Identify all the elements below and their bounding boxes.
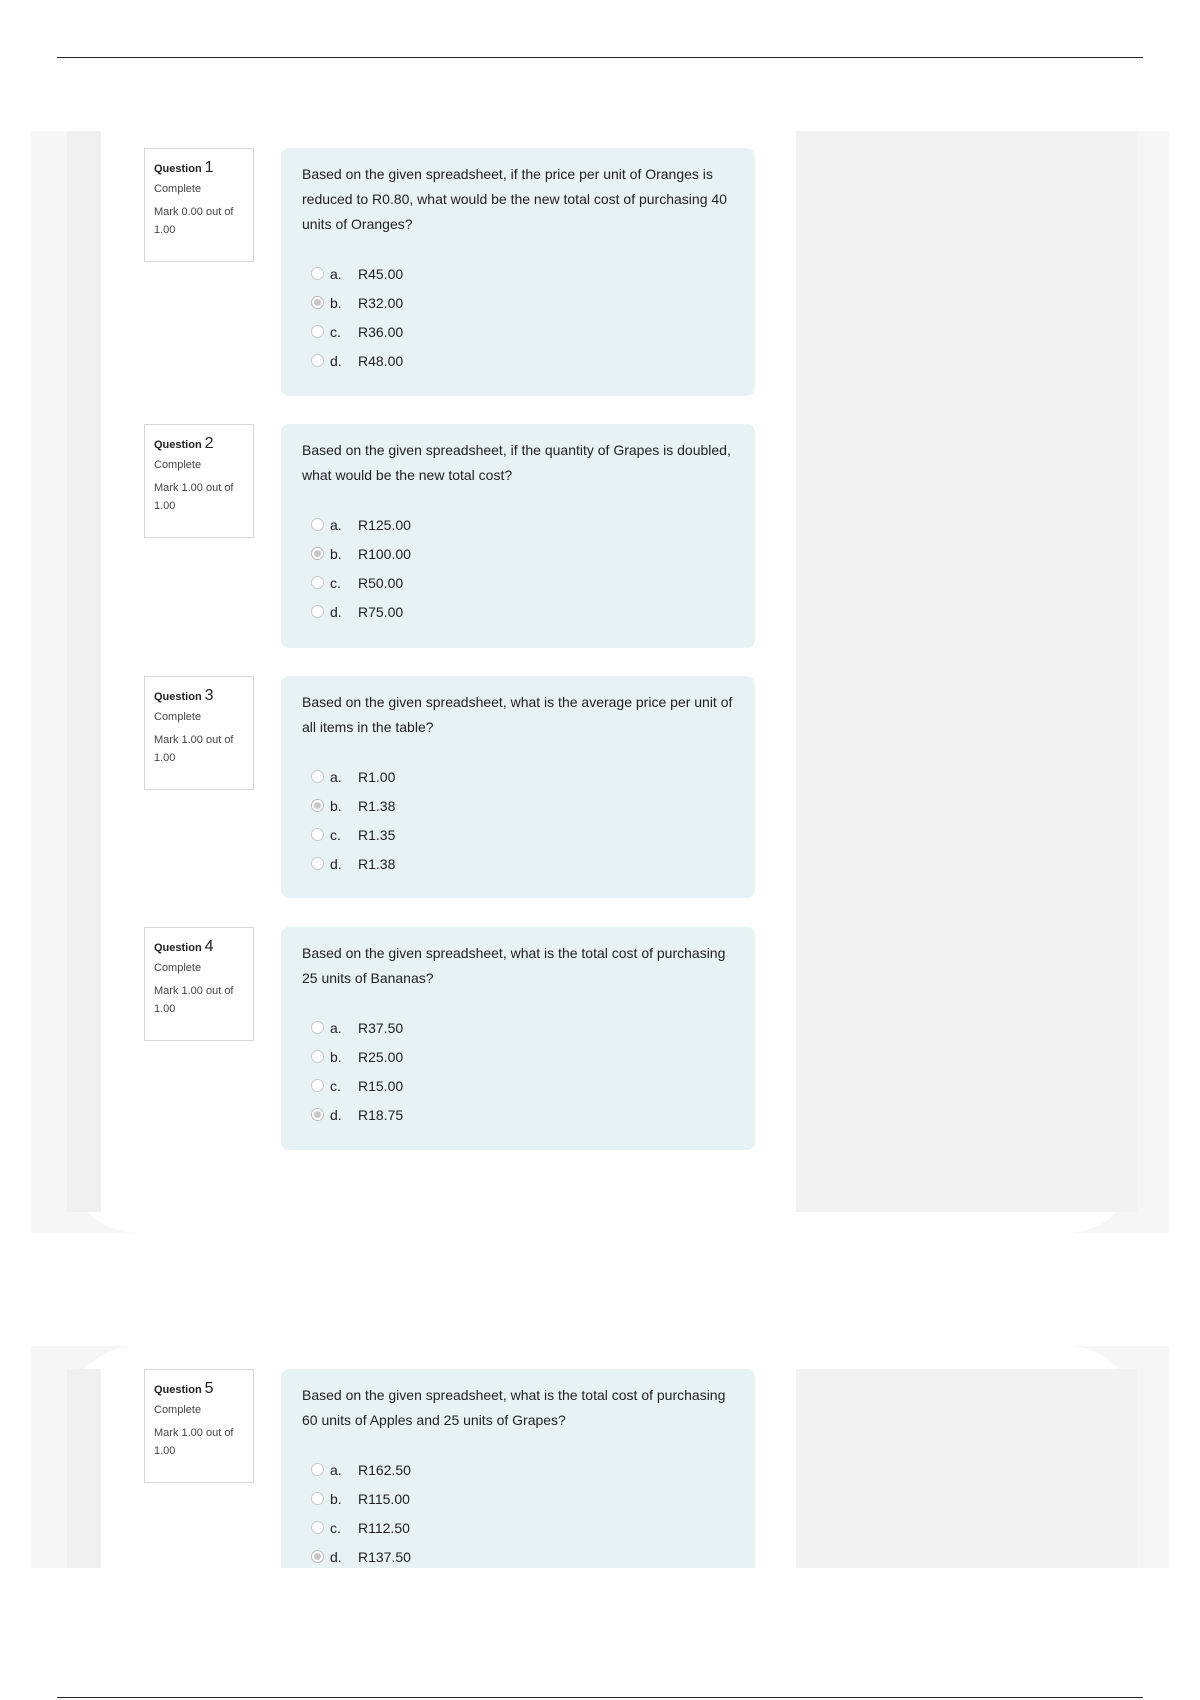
question-mark: Mark 1.00 out of 1.00 xyxy=(154,734,234,764)
right-panel-lower xyxy=(796,1369,1137,1568)
radio-button[interactable] xyxy=(311,1521,324,1534)
radio-button[interactable] xyxy=(311,1050,324,1063)
radio-button-selected[interactable] xyxy=(311,547,324,560)
answer-option[interactable]: d. R137.50 xyxy=(302,1542,735,1568)
radio-button[interactable] xyxy=(311,576,324,589)
question-number: Question 5 xyxy=(154,1380,214,1397)
answer-options xyxy=(302,510,735,626)
question-state: Complete xyxy=(154,711,202,723)
question-number: Question 1 xyxy=(154,159,214,176)
question-text: Based on the given spreadsheet, what is the total cost of purchasing 60 units of Apples and 25 units of Grapes? xyxy=(302,1387,726,1428)
question-mark: Mark 1.00 out of 1.00 xyxy=(154,985,234,1015)
question-mark: Mark 0.00 out of 1.00 xyxy=(154,206,234,236)
question-info-3 xyxy=(144,676,254,790)
radio-button[interactable] xyxy=(311,1463,324,1476)
question-info-4 xyxy=(144,927,254,1041)
question-state: Complete xyxy=(154,183,202,195)
answer-option[interactable]: b. R25.00 xyxy=(302,1042,735,1071)
answer-option[interactable]: d. R18.75 xyxy=(302,1100,735,1129)
question-content-4 xyxy=(281,927,755,1150)
top-rule xyxy=(57,57,1143,58)
radio-button[interactable] xyxy=(311,857,324,870)
answer-option[interactable]: b. R32.00 xyxy=(302,288,735,317)
question-mark: Mark 1.00 out of 1.00 xyxy=(154,1427,234,1457)
radio-button[interactable] xyxy=(311,605,324,618)
question-info-5 xyxy=(144,1369,254,1483)
answer-option[interactable]: c. R15.00 xyxy=(302,1071,735,1100)
question-state: Complete xyxy=(154,1404,202,1416)
question-mark: Mark 1.00 out of 1.00 xyxy=(154,482,234,512)
left-gutter-upper xyxy=(67,131,101,1212)
answer-options xyxy=(302,1013,735,1129)
answer-option[interactable]: a. R162.50 xyxy=(302,1455,735,1484)
question-info-2 xyxy=(144,424,254,538)
right-panel-upper xyxy=(796,131,1137,1212)
answer-options xyxy=(302,1455,735,1568)
question-content-2 xyxy=(281,424,755,648)
answer-options xyxy=(302,259,735,375)
answer-option[interactable]: c. R50.00 xyxy=(302,568,735,597)
answer-option[interactable]: b. R1.38 xyxy=(302,791,735,820)
question-text: Based on the given spreadsheet, what is the average price per unit of all items in the table? xyxy=(302,694,733,735)
radio-button[interactable] xyxy=(311,1079,324,1092)
radio-button[interactable] xyxy=(311,770,324,783)
question-state: Complete xyxy=(154,459,202,471)
question-state: Complete xyxy=(154,962,202,974)
question-text: Based on the given spreadsheet, if the price per unit of Oranges is reduced to R0.80, what would be the new total cost of purchasing 40 units of Oranges? xyxy=(302,166,727,232)
radio-button-selected[interactable] xyxy=(311,1108,324,1121)
answer-option[interactable]: a. R45.00 xyxy=(302,259,735,288)
question-number: Question 2 xyxy=(154,435,214,452)
answer-option[interactable]: b. R100.00 xyxy=(302,539,735,568)
answer-options xyxy=(302,762,735,878)
radio-button[interactable] xyxy=(311,1021,324,1034)
question-number: Question 3 xyxy=(154,687,214,704)
radio-button-selected[interactable] xyxy=(311,296,324,309)
radio-button[interactable] xyxy=(311,354,324,367)
answer-option[interactable]: d. R1.38 xyxy=(302,849,735,878)
left-gutter-lower xyxy=(67,1369,101,1568)
bottom-rule xyxy=(57,1697,1143,1698)
radio-button-selected[interactable] xyxy=(311,799,324,812)
question-text: Based on the given spreadsheet, what is the total cost of purchasing 25 units of Bananas? xyxy=(302,945,726,986)
radio-button[interactable] xyxy=(311,828,324,841)
radio-button[interactable] xyxy=(311,1492,324,1505)
question-text: Based on the given spreadsheet, if the quantity of Grapes is doubled, what would be the new total cost? xyxy=(302,442,731,483)
question-content-3 xyxy=(281,676,755,898)
answer-option[interactable]: a. R125.00 xyxy=(302,510,735,539)
answer-option[interactable]: d. R48.00 xyxy=(302,346,735,375)
radio-button[interactable] xyxy=(311,325,324,338)
radio-button-selected[interactable] xyxy=(311,1550,324,1563)
answer-option[interactable]: c. R36.00 xyxy=(302,317,735,346)
answer-option[interactable]: a. R37.50 xyxy=(302,1013,735,1042)
radio-button[interactable] xyxy=(311,267,324,280)
question-number: Question 4 xyxy=(154,938,214,955)
question-content-5 xyxy=(281,1369,755,1568)
answer-option[interactable]: d. R75.00 xyxy=(302,597,735,626)
answer-option[interactable]: b. R115.00 xyxy=(302,1484,735,1513)
question-content-1 xyxy=(281,148,755,396)
answer-option[interactable]: c. R1.35 xyxy=(302,820,735,849)
answer-option[interactable]: a. R1.00 xyxy=(302,762,735,791)
question-info-1 xyxy=(144,148,254,262)
answer-option[interactable]: c. R112.50 xyxy=(302,1513,735,1542)
radio-button[interactable] xyxy=(311,518,324,531)
